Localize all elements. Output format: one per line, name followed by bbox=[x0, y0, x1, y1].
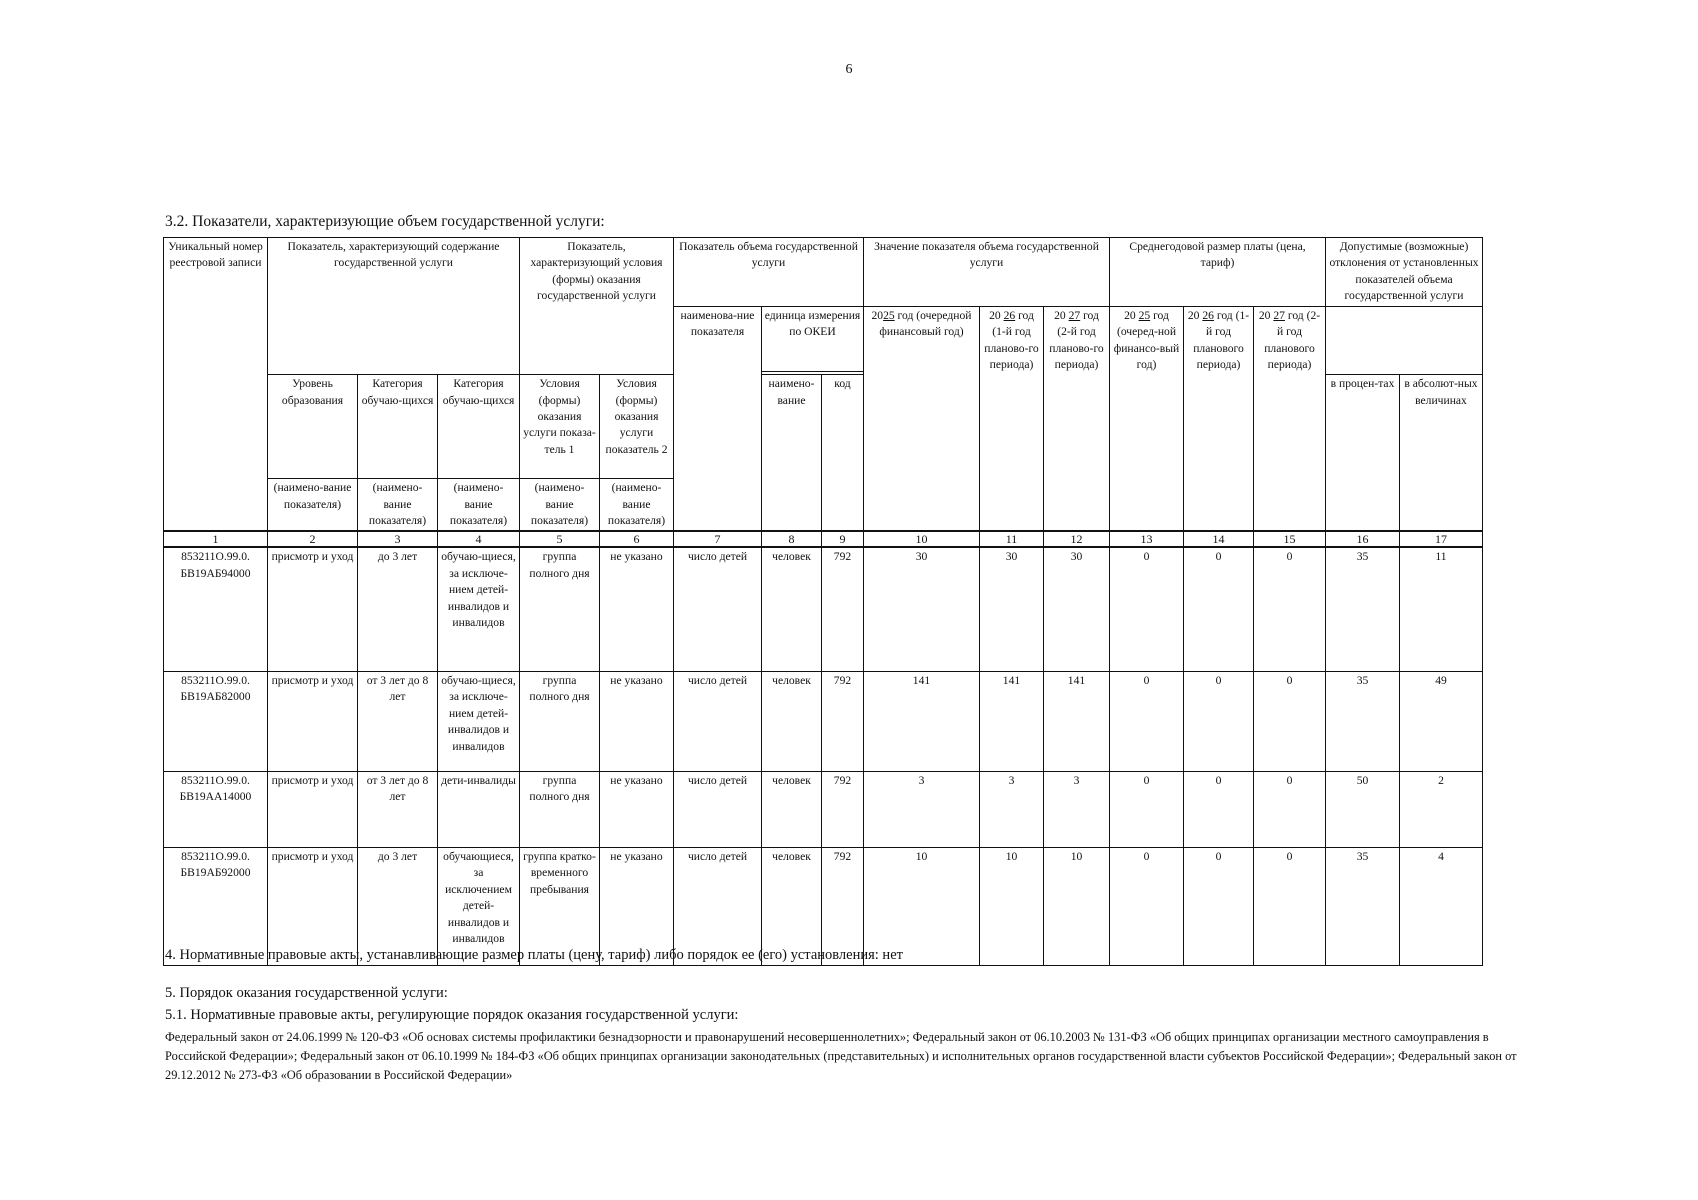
header-condition-1-name: (наимено-вание показателя) bbox=[520, 479, 600, 532]
row-deviation-absolute: 49 bbox=[1400, 671, 1483, 771]
header-fee-2025: 20 25 год (очеред-ной финансо-вый год) bbox=[1110, 306, 1184, 374]
table-row bbox=[164, 671, 1483, 771]
row-form: группа кратко-временного пребывания bbox=[520, 847, 600, 965]
row-fee-2026: 0 bbox=[1184, 671, 1254, 771]
section-4-text: 4. Нормативные правовые акты, устанавливающие размер платы (цену, тариф) либо порядок ее (его) установления: нет bbox=[165, 947, 903, 963]
row-fee-2027: 0 bbox=[1254, 547, 1326, 671]
column-number: 8 bbox=[762, 531, 822, 547]
column-number: 5 bbox=[520, 531, 600, 547]
header-condition-2: Условия (формы) оказания услуги показатель 2 bbox=[600, 375, 674, 479]
row-volume-2027: 3 bbox=[1044, 771, 1110, 847]
header-condition-1: Условия (формы) оказания услуги показа-тель 1 bbox=[520, 375, 600, 479]
header-volume-2025: 2025 год (очередной финансовый год) bbox=[864, 306, 980, 374]
column-number: 2 bbox=[268, 531, 358, 547]
row-level: присмотр и уход bbox=[268, 671, 358, 771]
row-id: 853211О.99.0. БВ19АБ92000 bbox=[164, 847, 268, 965]
column-number: 4 bbox=[438, 531, 520, 547]
row-level: присмотр и уход bbox=[268, 847, 358, 965]
table-row bbox=[164, 547, 1483, 671]
laws-paragraph: Федеральный закон от 24.06.1999 № 120-ФЗ «Об основах системы профилактики безнадзорности и правонарушений несовершеннолетних»; Федеральный закон от 06.10.2003 № 131-ФЗ «Об общих принципах организации местного самоуправления в Российской Федерации»; Федеральный закон от 06.10.1999 № 184-ФЗ «Об общих принципах организации законодательных (представительных) и исполнительных органов государственной власти субъектов Российской Федерации»; Федеральный закон от 29.12.2012 № 273-ФЗ «Об образовании в Российской Федерации» bbox=[165, 1030, 1517, 1082]
row-volume-2027: 30 bbox=[1044, 547, 1110, 671]
row-volume-2027: 10 bbox=[1044, 847, 1110, 965]
section-5-heading: 5. Порядок оказания государственной услуги: bbox=[165, 985, 448, 1001]
row-unit: человек bbox=[762, 771, 822, 847]
row-indicator: число детей bbox=[674, 847, 762, 965]
row-deviation-percent: 35 bbox=[1326, 547, 1400, 671]
row-fee-2025: 0 bbox=[1110, 547, 1184, 671]
header-volume-value: Значение показателя объема государственной услуги bbox=[864, 238, 1110, 307]
page-number: 6 bbox=[845, 62, 853, 77]
header-conditions-indicator: Показатель, характеризующий условия (формы) оказания государственной услуги bbox=[520, 238, 674, 372]
row-volume-2026: 30 bbox=[980, 547, 1044, 671]
row-age: до 3 лет bbox=[358, 847, 438, 965]
row-category: дети-инвалиды bbox=[438, 771, 520, 847]
header-fee-2026: 20 26 год (1-й год планового периода) bbox=[1184, 306, 1254, 374]
column-number: 14 bbox=[1184, 531, 1254, 547]
header-deviation-absolute: в абсолют-ных величинах bbox=[1400, 375, 1483, 479]
header-fee-2027: 20 27 год (2-й год планового периода) bbox=[1254, 306, 1326, 374]
row-code: 792 bbox=[822, 847, 864, 965]
header-avg-fee: Среднегодовой размер платы (цена, тариф) bbox=[1110, 238, 1326, 307]
row-indicator: число детей bbox=[674, 547, 762, 671]
header-volume-2027: 20 27 год (2-й год планово-го периода) bbox=[1044, 306, 1110, 374]
row-fee-2026: 0 bbox=[1184, 547, 1254, 671]
column-number: 15 bbox=[1254, 531, 1326, 547]
column-number: 16 bbox=[1326, 531, 1400, 547]
header-category-1: Категория обучаю-щихся bbox=[358, 375, 438, 479]
row-deviation-absolute: 4 bbox=[1400, 847, 1483, 965]
header-level-name: (наимено-вание показателя) bbox=[268, 479, 358, 532]
row-fee-2025: 0 bbox=[1110, 847, 1184, 965]
column-number: 3 bbox=[358, 531, 438, 547]
header-unique-number: Уникальный номер реестровой записи bbox=[164, 238, 268, 307]
column-number: 7 bbox=[674, 531, 762, 547]
column-number: 10 bbox=[864, 531, 980, 547]
header-deviation: Допустимые (возможные) отклонения от установленных показателей объема государственной услуги bbox=[1326, 238, 1483, 307]
row-id: 853211О.99.0. БВ19АБ94000 bbox=[164, 547, 268, 671]
row-volume-2025: 141 bbox=[864, 671, 980, 771]
row-deviation-percent: 35 bbox=[1326, 847, 1400, 965]
row-volume-2025: 30 bbox=[864, 547, 980, 671]
row-volume-2025: 10 bbox=[864, 847, 980, 965]
column-number: 9 bbox=[822, 531, 864, 547]
row-condition-2: не указано bbox=[600, 547, 674, 671]
row-form: группа полного дня bbox=[520, 771, 600, 847]
row-fee-2027: 0 bbox=[1254, 771, 1326, 847]
row-form: группа полного дня bbox=[520, 547, 600, 671]
header-volume-2026: 20 26 год (1-й год планово-го периода) bbox=[980, 306, 1044, 374]
row-level: присмотр и уход bbox=[268, 771, 358, 847]
header-condition-2-name: (наимено-вание показателя) bbox=[600, 479, 674, 532]
row-level: присмотр и уход bbox=[268, 547, 358, 671]
header-level: Уровень образования bbox=[268, 375, 358, 479]
row-fee-2026: 0 bbox=[1184, 771, 1254, 847]
row-deviation-absolute: 11 bbox=[1400, 547, 1483, 671]
row-form: группа полного дня bbox=[520, 671, 600, 771]
row-volume-2025: 3 bbox=[864, 771, 980, 847]
row-fee-2025: 0 bbox=[1110, 771, 1184, 847]
row-code: 792 bbox=[822, 547, 864, 671]
row-fee-2025: 0 bbox=[1110, 671, 1184, 771]
section-title: 3.2. Показатели, характеризующие объем государственной услуги: bbox=[165, 213, 605, 230]
column-number: 6 bbox=[600, 531, 674, 547]
row-deviation-absolute: 2 bbox=[1400, 771, 1483, 847]
column-number: 12 bbox=[1044, 531, 1110, 547]
row-condition-2: не указано bbox=[600, 671, 674, 771]
row-unit: человек bbox=[762, 847, 822, 965]
row-category: обучаю-щиеся, за исключе-нием детей-инвалидов и инвалидов bbox=[438, 547, 520, 671]
header-content-indicator: Показатель, характеризующий содержание государственной услуги bbox=[268, 238, 520, 307]
header-category-2: Категория обучаю-щихся bbox=[438, 375, 520, 479]
row-age: от 3 лет до 8 лет bbox=[358, 771, 438, 847]
row-condition-2: не указано bbox=[600, 771, 674, 847]
row-unit: человек bbox=[762, 547, 822, 671]
row-condition-2: не указано bbox=[600, 847, 674, 965]
row-fee-2027: 0 bbox=[1254, 847, 1326, 965]
row-age: от 3 лет до 8 лет bbox=[358, 671, 438, 771]
row-age: до 3 лет bbox=[358, 547, 438, 671]
row-volume-2027: 141 bbox=[1044, 671, 1110, 771]
header-volume-indicator: Показатель объема государственной услуги bbox=[674, 238, 864, 307]
row-category: обучающиеся, за исключением детей-инвалидов и инвалидов bbox=[438, 847, 520, 965]
header-category-2-name: (наимено-вание показателя) bbox=[438, 479, 520, 532]
row-unit: человек bbox=[762, 671, 822, 771]
row-volume-2026: 3 bbox=[980, 771, 1044, 847]
row-volume-2026: 141 bbox=[980, 671, 1044, 771]
header-unit-okei: единица измерения по ОКЕИ bbox=[762, 306, 864, 371]
header-category-1-name: (наимено-вание показателя) bbox=[358, 479, 438, 532]
row-id: 853211О.99.0. БВ19АБ82000 bbox=[164, 671, 268, 771]
header-unit-code: код bbox=[822, 375, 864, 479]
column-number: 13 bbox=[1110, 531, 1184, 547]
row-category: обучаю-щиеся, за исключе-нием детей-инвалидов и инвалидов bbox=[438, 671, 520, 771]
row-id: 853211О.99.0. БВ19АА14000 bbox=[164, 771, 268, 847]
row-deviation-percent: 35 bbox=[1326, 671, 1400, 771]
column-number: 11 bbox=[980, 531, 1044, 547]
volume-indicators-table bbox=[163, 237, 1483, 966]
row-indicator: число детей bbox=[674, 671, 762, 771]
row-volume-2026: 10 bbox=[980, 847, 1044, 965]
section-5-1-heading: 5.1. Нормативные правовые акты, регулирующие порядок оказания государственной услуги: bbox=[165, 1007, 739, 1023]
header-indicator-name: наименова-ние показателя bbox=[674, 306, 762, 374]
row-code: 792 bbox=[822, 771, 864, 847]
row-indicator: число детей bbox=[674, 771, 762, 847]
header-deviation-percent: в процен-тах bbox=[1326, 375, 1400, 479]
column-number: 1 bbox=[164, 531, 268, 547]
row-fee-2026: 0 bbox=[1184, 847, 1254, 965]
row-deviation-percent: 50 bbox=[1326, 771, 1400, 847]
header-unit-name: наимено-вание bbox=[762, 375, 822, 479]
column-number: 17 bbox=[1400, 531, 1483, 547]
table-row bbox=[164, 771, 1483, 847]
row-fee-2027: 0 bbox=[1254, 671, 1326, 771]
column-number-row bbox=[164, 531, 1483, 547]
row-code: 792 bbox=[822, 671, 864, 771]
